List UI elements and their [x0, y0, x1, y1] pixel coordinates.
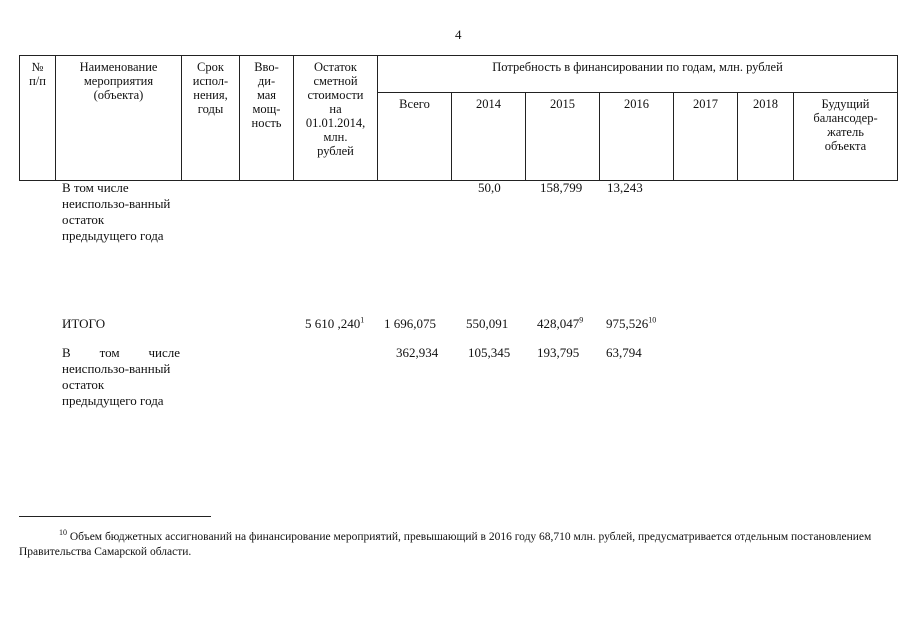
header-2018: 2018 [738, 93, 794, 181]
itogo-remainder: 5 610 ,240$^1$ [305, 315, 365, 331]
itogo-2016: 975,526$^{10}$ [606, 315, 657, 331]
page-number: 4 [455, 27, 462, 42]
header-2014: 2014 [452, 93, 526, 181]
header-remainder: Остаток сметной стоимости на 01.01.2014, млн. рублей [294, 56, 378, 181]
header-num: № п/п [20, 56, 56, 181]
header-2017: 2017 [674, 93, 738, 181]
header-capacity: Вво- ди- мая мощ- ность [240, 56, 294, 181]
table-header [19, 55, 898, 181]
itogo-2015: 428,047$^9$ [537, 315, 584, 331]
row-2014-value: 50,0 [478, 180, 501, 195]
row-total-value: 362,934 [396, 345, 439, 360]
row-2014-value: 105,345 [468, 345, 511, 360]
header-future-holder: Будущий балансодер- жатель объекта [794, 93, 898, 181]
itogo-2014: 550,091 [466, 316, 509, 331]
header-financing: Потребность в финансировании по годам, млн. рублей [378, 56, 898, 93]
footnote-separator [19, 516, 211, 517]
row-2015-value: 193,795 [537, 345, 580, 360]
itogo-label: ИТОГО [62, 316, 106, 331]
footnote [19, 530, 895, 560]
row-2016-value: 63,794 [606, 345, 642, 360]
itogo-total: 1 696,075 [384, 316, 436, 331]
header-term: Срок испол- нения, годы [182, 56, 240, 181]
header-name: Наименование мероприятия (объекта) [56, 56, 182, 181]
header-total: Всего [378, 93, 452, 181]
row-name: В том числе неиспользо-ванный остаток предыдущего года [62, 345, 180, 408]
header-2015: 2015 [526, 93, 600, 181]
header-2016: 2016 [600, 93, 674, 181]
footnote-text: Объем бюджетных ассигнований на финансирование мероприятий, превышающий в 2016 году 68,710 млн. рублей, предусматривается отдельным постановлением Правительства Самарской области. [19, 531, 872, 558]
row-2015-value: 158,799 [540, 180, 583, 195]
row-name: В том числе неиспользо-ванный остаток предыдущего года [62, 180, 171, 243]
footnote-marker: 10 [59, 528, 67, 538]
row-2016-value: 13,243 [607, 180, 643, 195]
